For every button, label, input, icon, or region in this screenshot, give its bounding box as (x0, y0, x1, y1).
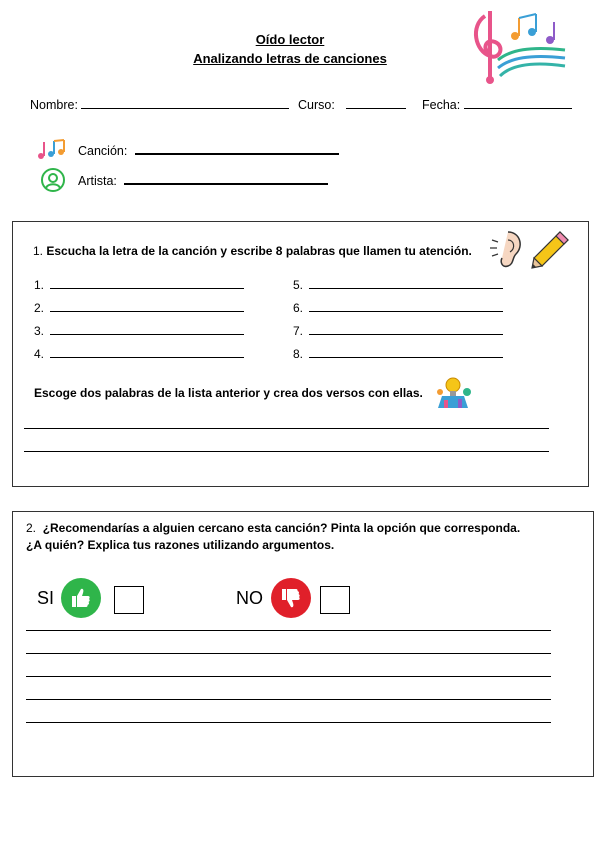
answer-line[interactable] (24, 428, 549, 429)
verse-instruction: Escoge dos palabras de la lista anterior y crea dos versos con ellas. (34, 386, 423, 400)
list-item[interactable]: 3. (34, 324, 244, 338)
song-label: Canción: (78, 144, 128, 158)
answer-line[interactable] (26, 630, 551, 631)
no-checkbox[interactable] (320, 586, 350, 614)
answer-line[interactable] (26, 653, 551, 654)
list-item[interactable]: 6. (293, 301, 503, 315)
yes-checkbox[interactable] (114, 586, 144, 614)
worksheet-title: Oído lector (255, 32, 325, 47)
artist-icon (40, 167, 66, 193)
list-item[interactable]: 7. (293, 324, 503, 338)
course-label: Curso: (298, 98, 335, 112)
date-field[interactable] (422, 98, 572, 112)
list-item[interactable]: 4. (34, 347, 244, 361)
ear-icon (488, 228, 528, 270)
answer-line[interactable] (26, 699, 551, 700)
section-2-question: 2. ¿Recomendarías a alguien cercano esta canción? Pinta la opción que corresponda. ¿A quién? Explica tus razones utilizando argumentos. (26, 521, 521, 552)
name-label: Nombre: (30, 98, 78, 112)
answer-line[interactable] (26, 676, 551, 677)
date-label: Fecha: (422, 98, 461, 112)
pencil-icon (530, 230, 570, 270)
music-notes-icon (470, 6, 570, 86)
answer-line[interactable] (24, 451, 549, 452)
yes-label: SI (37, 588, 55, 608)
idea-icon (432, 374, 474, 414)
course-field[interactable] (298, 98, 406, 112)
list-item[interactable]: 1. (34, 278, 244, 292)
artist-label: Artista: (78, 174, 117, 188)
list-item[interactable]: 8. (293, 347, 503, 361)
no-label: NO (236, 588, 263, 608)
section-1-instruction: 1. Escucha la letra de la canción y escribe 8 palabras que llamen tu atención. (33, 244, 472, 258)
song-field[interactable] (78, 144, 339, 158)
list-item[interactable]: 5. (293, 278, 503, 292)
thumbs-up-icon (61, 578, 101, 618)
thumbs-down-icon (271, 578, 311, 618)
song-notes-icon (36, 138, 68, 162)
worksheet-subtitle: Analizando letras de canciones (193, 51, 387, 66)
list-item[interactable]: 2. (34, 301, 244, 315)
name-field[interactable] (30, 98, 289, 112)
artist-field[interactable] (78, 174, 328, 188)
answer-line[interactable] (26, 722, 551, 723)
